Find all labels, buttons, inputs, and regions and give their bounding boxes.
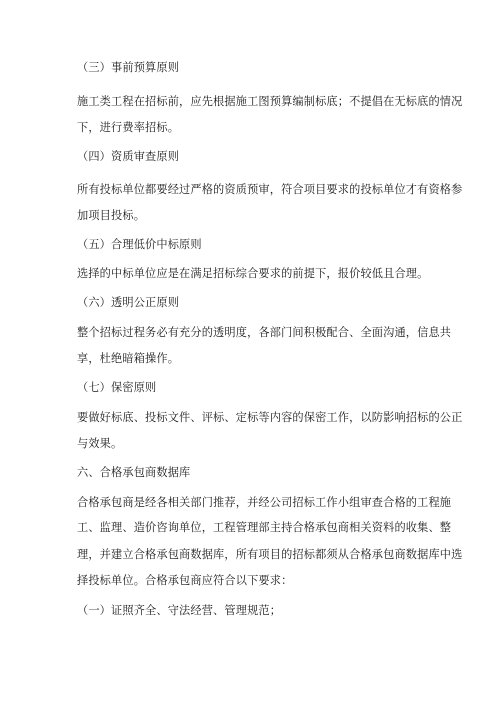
section-heading-qualification: （四）资质审查原则 [77,150,180,163]
section-heading-pre-budget: （三）事前预算原则 [77,61,180,74]
requirement-item: （一）证照齐全、守法经营、管理规范； [77,604,282,617]
paragraph-line: 工、监理、造价咨询单位，工程管理部主持合格承包商相关资料的收集、整 [77,521,452,534]
paragraph-line: 合格承包商是经各相关部门推荐，并经公司招标工作小组审查合格的工程施 [77,496,452,509]
paragraph-line: 下，进行费率招标。 [77,121,180,134]
paragraph-line: 与效果。 [77,437,123,450]
paragraph-line: 整个招标过程务必有充分的透明度，各部门间积极配合、全面沟通，信息共 [77,326,452,339]
paragraph-line: 要做好标底、投标文件、评标、定标等内容的保密工作，以防影响招标的公正 [77,411,463,424]
paragraph-line: 选择的中标单位应是在满足招标综合要求的前提下，报价较低且合理。 [77,267,429,280]
paragraph-line: 理，并建立合格承包商数据库，所有项目的招标都须从合格承包商数据库中选 [77,548,463,561]
section-heading-confidentiality: （七）保密原则 [77,381,157,394]
chapter-heading-contractor-database: 六、合格承包商数据库 [77,466,191,479]
section-heading-transparency: （六）透明公正原则 [77,296,180,309]
paragraph-line: 所有投标单位都要经过严格的资质预审，符合项目要求的投标单位才有资格参 [77,183,463,196]
paragraph-line: 加项目投标。 [77,209,146,222]
paragraph-line: 施工类工程在招标前，应先根据施工图预算编制标底；不提倡在无标底的情况 [77,95,463,108]
paragraph-line: 享，杜绝暗箱操作。 [77,352,180,365]
section-heading-low-price: （五）合理低价中标原则 [77,238,202,251]
paragraph-line: 择投标单位。合格承包商应符合以下要求： [77,574,293,587]
